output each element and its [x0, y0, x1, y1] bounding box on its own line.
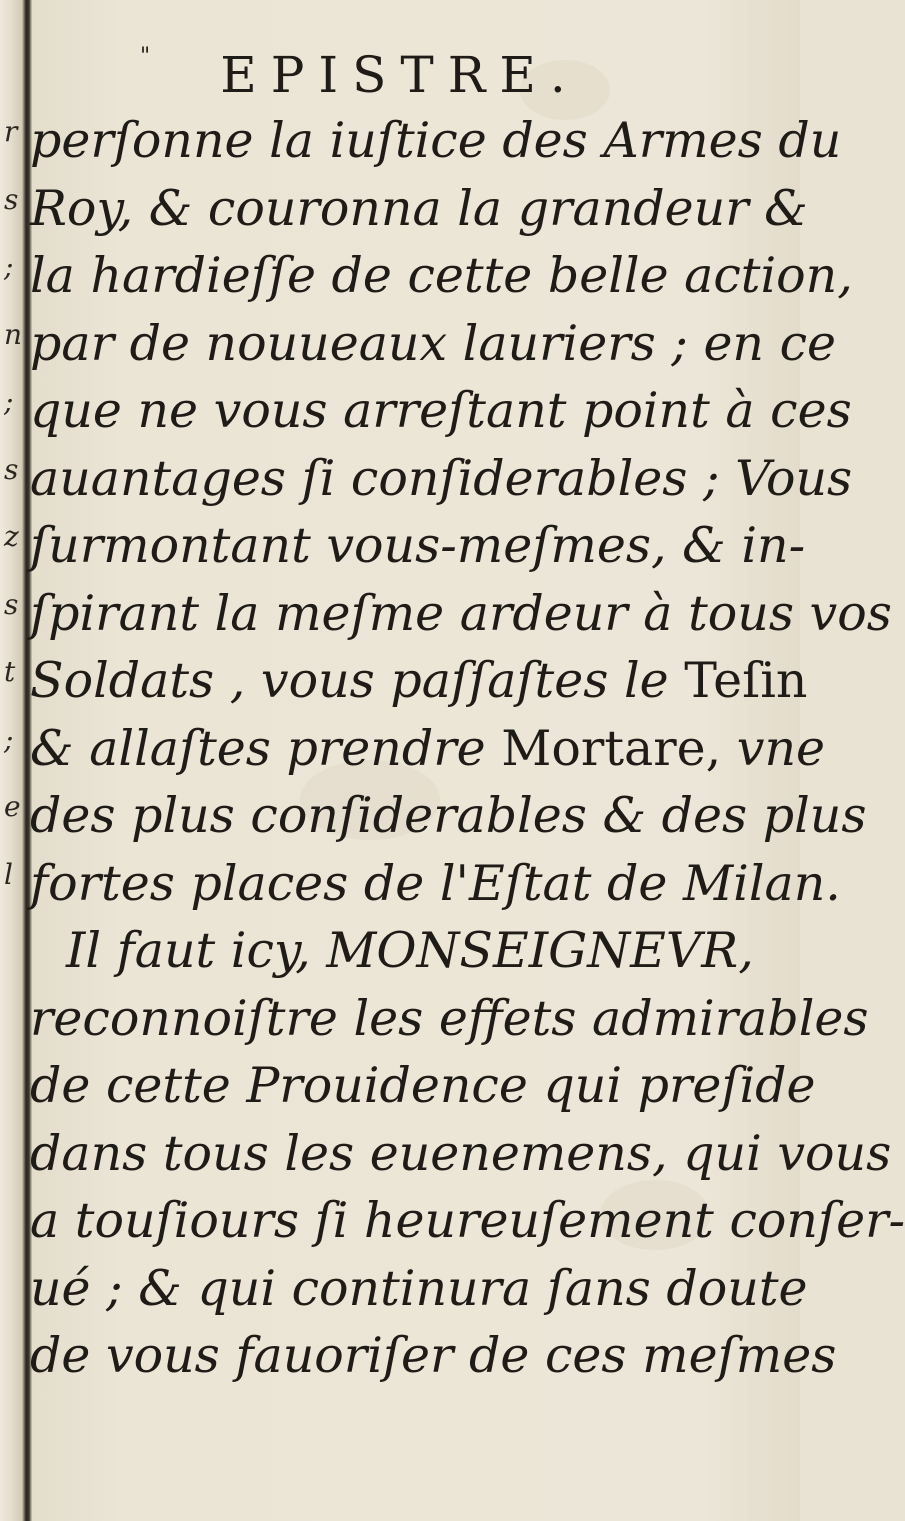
text-line: reconnoiſtre les effets admirables: [30, 989, 869, 1047]
body-text: [30, 108, 905, 1408]
text-line: de vous fauoriſer de ces meſmes: [30, 1327, 837, 1384]
gutter-fragment: t: [4, 655, 16, 688]
text-line: [30, 648, 808, 714]
running-head-title: EPISTRE.: [220, 46, 580, 104]
gutter-fragment: s: [4, 182, 19, 216]
text-line-italic: & allaſtes prendre: [30, 719, 502, 777]
gutter-fragment: ;: [4, 385, 14, 418]
text-line: des plus conſiderables & des plus: [30, 787, 867, 844]
text-line: ſpirant la meſme ardeur à tous vos: [30, 584, 892, 642]
text-line: de cette Prouidence qui preſide: [30, 1057, 816, 1114]
gutter-fragment: s: [4, 452, 19, 486]
text-line: a touſiours ſi heureuſement conſer-: [30, 1192, 905, 1249]
text-line-italic: Soldats , vous paſſaſtes le: [30, 652, 685, 709]
gutter-fragment: l: [4, 857, 13, 891]
text-line: par de nouueaux lauriers ; en ce: [30, 314, 837, 372]
gutter-fragment: e: [4, 790, 21, 823]
text-line: [30, 716, 826, 782]
gutter-fragment: ;: [4, 250, 14, 283]
text-line-italic: vne: [721, 719, 826, 777]
gutter-fragment: n: [4, 317, 23, 351]
text-line: auantages ſi conſiderables ; Vous: [30, 449, 853, 507]
text-line: que ne vous arreſtant point à ces: [30, 382, 852, 439]
facing-page-fragments: [0, 0, 24, 1521]
text-line-roman: Teſin: [684, 652, 808, 709]
text-line: Roy, & couronna la grandeur &: [30, 179, 808, 237]
text-line: Il faut icy, MONSEIGNEVR,: [66, 922, 754, 979]
text-line: perſonne la iuſtice des Armes du: [30, 112, 842, 169]
text-line: ué ; & qui continura ſans doute: [30, 1259, 808, 1317]
text-line: la hardieſſe de cette belle action,: [30, 247, 853, 304]
text-line-roman: Mortare,: [501, 719, 722, 777]
gutter-fragment: ;: [4, 722, 14, 756]
gutter-fragment: r: [4, 115, 18, 148]
text-line: ſurmontant vous-meſmes, & in-: [30, 517, 806, 574]
text-line: fortes places de l'Eſtat de Milan.: [30, 854, 841, 912]
running-head: [0, 40, 800, 110]
head-mark: ": [140, 44, 151, 69]
gutter-fragment: s: [4, 587, 19, 621]
text-line: dans tous les euenemens, qui vous: [30, 1124, 892, 1182]
gutter-fragment: z: [4, 520, 19, 553]
